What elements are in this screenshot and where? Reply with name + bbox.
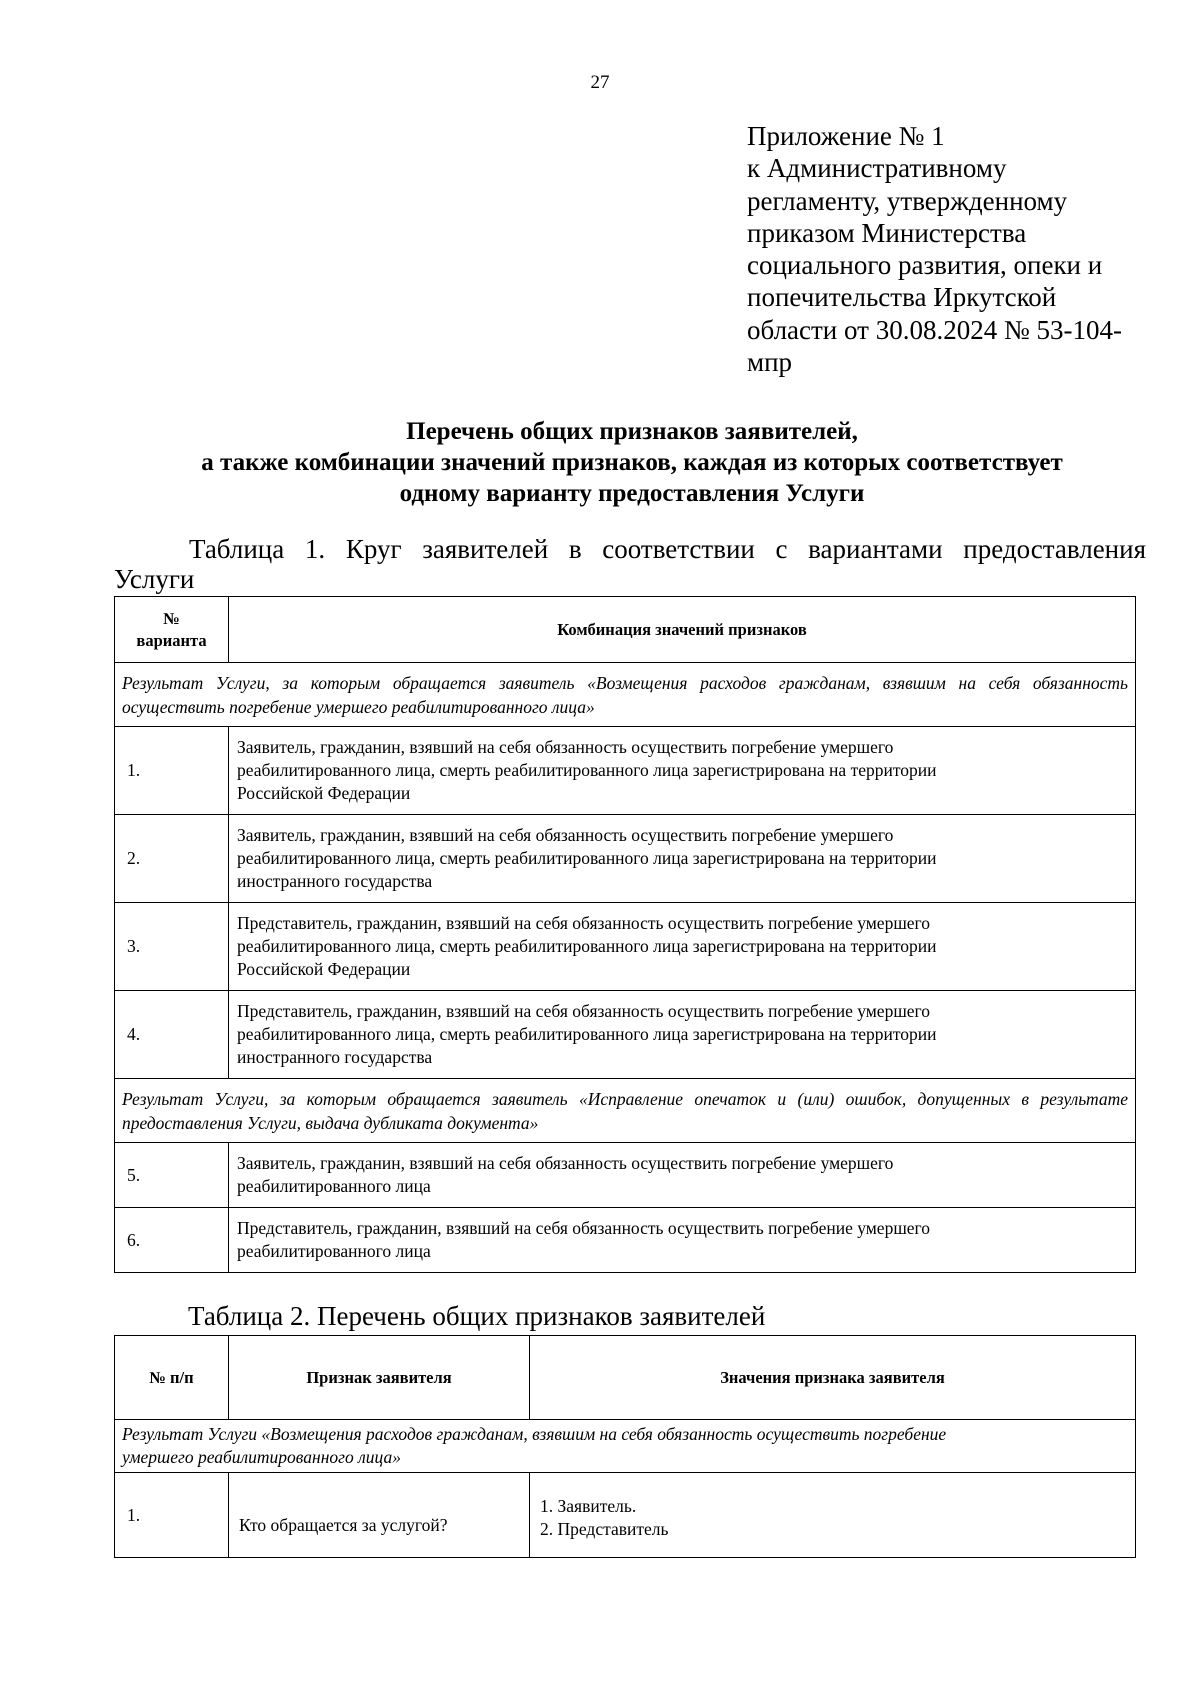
table1-caption-continued: Услуги [114, 564, 195, 594]
section-result-corrections: Результат Услуги, за которым обращается заявитель «Исправление опечаток и (или) ошибок, допущенных в результате предоставления Услуги, выдача дубликата документа» [115, 1079, 1136, 1143]
variant-number: 1. [115, 727, 229, 815]
appendix-line: к Административному [747, 153, 1007, 184]
appendix-line: приказом Министерства [747, 217, 1027, 248]
appendix-line: Приложение № 1 [747, 121, 945, 151]
header-variant-number [115, 597, 229, 663]
header-applicant-sign: Признак заявителя [229, 1336, 530, 1420]
section-result-reimbursement: Результат Услуги, за которым обращается заявитель «Возмещения расходов гражданам, взявшим на себя обязанность осуществить погребение умершего реабилитированного лица» [115, 663, 1136, 727]
value-option: 2. Представитель [540, 1519, 669, 1539]
variant-number: 4. [115, 991, 229, 1079]
variant-number: 2. [115, 815, 229, 903]
variant-description [229, 991, 1136, 1079]
section-row [115, 663, 1136, 727]
value-option: 1. Заявитель. [540, 1496, 637, 1516]
description-line: реабилитированного лица, смерть реабилитированного лица зарегистрирована на территории [237, 1024, 937, 1044]
description-line: Заявитель, гражданин, взявший на себя обязанность осуществить погребение умершего [237, 737, 894, 757]
description-line: иностранного государства [237, 871, 433, 891]
table1-caption: Таблица 1. Круг заявителей в соответствии с вариантами предоставления [189, 534, 1146, 564]
document-title [112, 416, 1152, 509]
table-row [115, 991, 1136, 1079]
description-line: Представитель, гражданин, взявший на себя обязанность осуществить погребение умершего [237, 1218, 931, 1238]
header-num-word: варианта [136, 630, 207, 650]
description-line: Представитель, гражданин, взявший на себя обязанность осуществить погребение умершего [237, 1001, 931, 1021]
appendix-line: регламенту, утвержденному [747, 185, 1068, 216]
variant-description [229, 1143, 1136, 1208]
description-line: реабилитированного лица, смерть реабилитированного лица зарегистрирована на территории [237, 760, 937, 780]
table2-applicant-signs [114, 1335, 1136, 1558]
table-row [115, 1473, 1136, 1558]
title-line: а также комбинации значений признаков, каждая из которых соответствует [201, 449, 1063, 476]
sign-question: Кто обращается за услугой? [229, 1473, 530, 1558]
table2-caption: Таблица 2. Перечень общих признаков заявителей [188, 1301, 766, 1331]
variant-description [229, 903, 1136, 991]
description-line: иностранного государства [237, 1047, 433, 1067]
table-row [115, 1208, 1136, 1273]
appendix-line: попечительства Иркутской [747, 282, 1057, 313]
description-line: Российской Федерации [237, 959, 411, 979]
section-row [115, 1079, 1136, 1143]
table1-applicant-variants [114, 596, 1136, 1273]
description-line: реабилитированного лица [237, 1176, 431, 1196]
section-result-reimbursement [115, 1420, 1136, 1473]
description-line: Заявитель, гражданин, взявший на себя обязанность осуществить погребение умершего [237, 1153, 894, 1173]
table-row [115, 903, 1136, 991]
table-row [115, 727, 1136, 815]
section-line: умершего реабилитированного лица» [122, 1447, 401, 1467]
description-line: Представитель, гражданин, взявший на себя обязанность осуществить погребение умершего [237, 913, 931, 933]
table-header-row [115, 597, 1136, 663]
description-line: Заявитель, гражданин, взявший на себя обязанность осуществить погребение умершего [237, 825, 894, 845]
appendix-note [747, 120, 1147, 378]
title-line: одному варианту предоставления Услуги [399, 480, 865, 507]
variant-description [229, 1208, 1136, 1273]
variant-number: 5. [115, 1143, 229, 1208]
table-header-row [115, 1336, 1136, 1420]
header-num-symbol: № [163, 608, 180, 628]
title-line: Перечень общих признаков заявителей, [406, 418, 858, 445]
variant-description [229, 815, 1136, 903]
variant-number: 3. [115, 903, 229, 991]
variant-number: 6. [115, 1208, 229, 1273]
appendix-line: социального развития, опеки и [747, 250, 1103, 281]
table-row [115, 1143, 1136, 1208]
header-row-number: № п/п [115, 1336, 229, 1420]
table-row [115, 815, 1136, 903]
description-line: Российской Федерации [237, 783, 411, 803]
header-combination: Комбинация значений признаков [229, 597, 1136, 663]
section-line: Результат Услуги «Возмещения расходов гражданам, взявшим на себя обязанность осуществить погребение [122, 1424, 947, 1444]
page-number: 27 [590, 72, 610, 93]
variant-description [229, 727, 1136, 815]
description-line: реабилитированного лица, смерть реабилитированного лица зарегистрирована на территории [237, 848, 937, 868]
appendix-line: мпр [747, 347, 793, 378]
row-number: 1. [115, 1473, 229, 1558]
sign-values [530, 1473, 1136, 1558]
appendix-line: области от 30.08.2024 № 53-104- [747, 314, 1122, 345]
header-sign-values: Значения признака заявителя [530, 1336, 1136, 1420]
description-line: реабилитированного лица [237, 1241, 431, 1261]
section-row [115, 1420, 1136, 1473]
description-line: реабилитированного лица, смерть реабилитированного лица зарегистрирована на территории [237, 936, 937, 956]
